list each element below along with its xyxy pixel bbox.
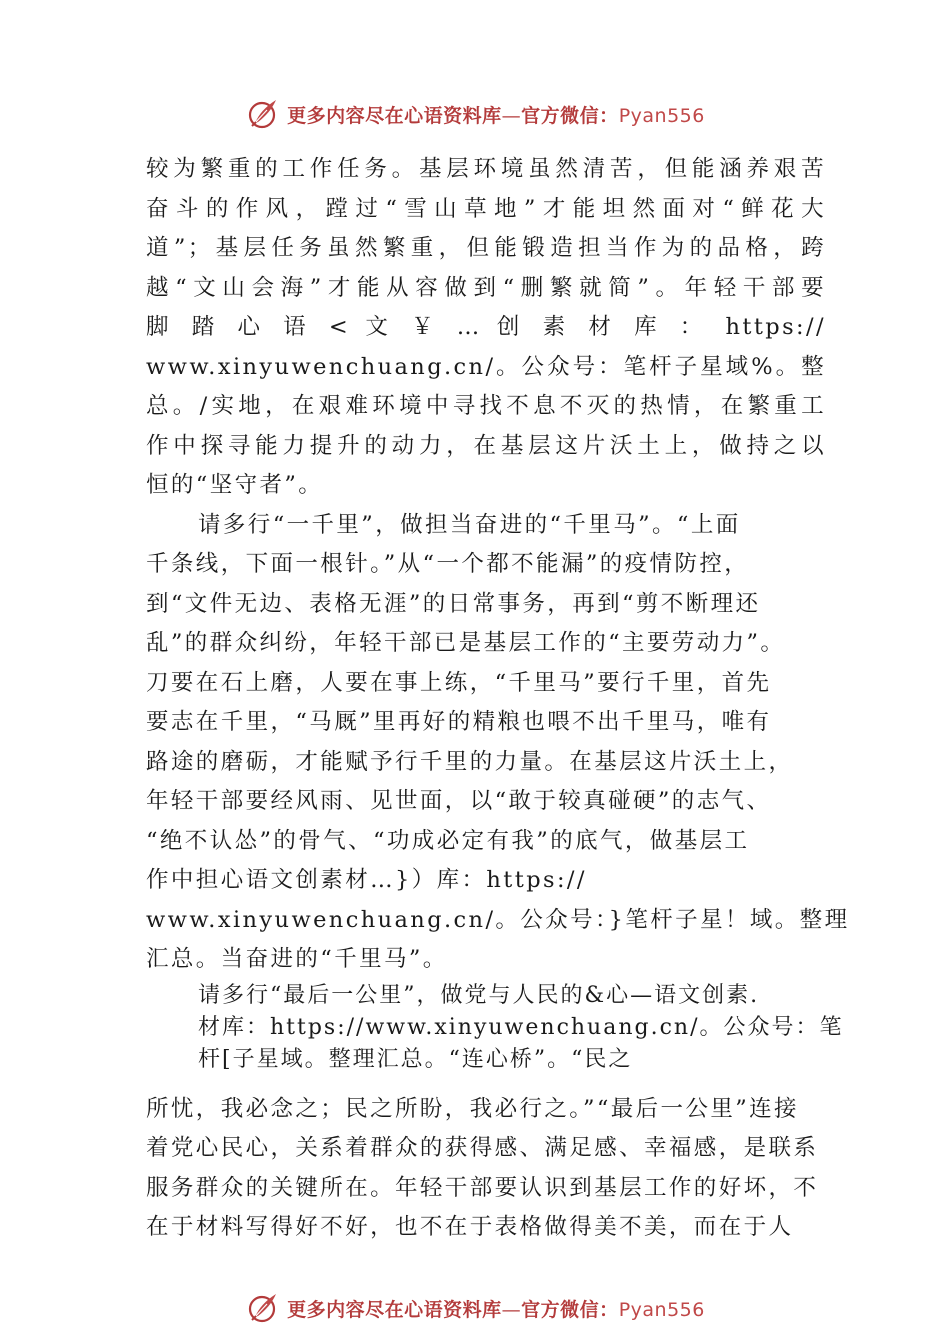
banner-wechat-label: 官方微信：: [521, 1298, 619, 1321]
text-line: 请多行“一千里”，做担当奋进的“千里马”。“上面: [198, 511, 741, 538]
text-line: 到“文件无边、表格无涯”的日常事务，再到“剪不断理还: [146, 590, 761, 617]
text-line: 年轻干部要经风雨、见世面，以“敢于较真碰硬”的志气、: [146, 788, 772, 814]
text-line: 要志在千里，“马厩”里再好的精粮也喂不出千里马，唯有: [146, 709, 772, 735]
footer-banner: [0, 1286, 950, 1330]
text-line: 杆[子星域。整理汇总。“连心桥”。“民之: [198, 1046, 633, 1072]
text-line: 所忧，我必念之；民之所盼，我必行之。”“最后一公里”连接: [146, 1095, 799, 1122]
text-line: 乱”的群众纠纷，年轻干部已是基层工作的“主要劳动力”。: [146, 630, 786, 656]
text-line: 总。/实地，在艰难环境中寻找不息不灭的热情，在繁重工: [146, 393, 826, 419]
document-body: [146, 150, 850, 1248]
text-line: 服务群众的关键所在。年轻干部要认识到基层工作的好坏，不: [146, 1174, 819, 1201]
banner-text: [287, 101, 705, 128]
text-line: 在于材料写得好不好，也不在于表格做得美不美，而在于人: [146, 1214, 794, 1240]
text-line: 作中担心语文创素材…}）库：https://: [146, 867, 587, 893]
text-line: 汇总。当奋进的“千里马”。: [146, 946, 448, 972]
text-line: 较为繁重的工作任务。基层环境虽然清苦，但能涵养艰苦: [146, 156, 826, 182]
text-line: 越“文山会海”才能从容做到“删繁就简”。年轻干部要: [146, 274, 826, 301]
text-line: 着党心民心，关系着群众的获得感、满足感、幸福感，是联系: [146, 1135, 819, 1161]
text-line: 路途的磨砺，才能赋予行千里的力量。在基层这片沃土上，: [146, 748, 794, 775]
banner-main-text: 更多内容尽在心语资料库: [287, 104, 502, 127]
text-line: www.xinyuwenchuang.cn/。公众号：}笔杆子星！域。整理: [146, 906, 850, 933]
indented-block: [146, 980, 844, 1076]
text-line: www.xinyuwenchuang.cn/。公众号：笔杆子星域%。整: [146, 353, 826, 380]
banner-text: [287, 1295, 705, 1322]
text-line: 千条线，下面一根针。”从“一个都不能漏”的疫情防控，: [146, 551, 750, 577]
text-line: 作中探寻能力提升的动力，在基层这片沃土上，做持之以: [146, 432, 826, 459]
paragraph-1: [146, 150, 826, 506]
text-line: 脚 踏 心 语 < 文 ￥ … 创 素 材 库 ： https://: [146, 314, 826, 340]
text-line: 请多行“最后一公里”，做党与人民的&心—语文创素.: [198, 982, 760, 1008]
text-line: 刀要在石上磨，人要在事上练，“千里马”要行千里，首先: [146, 669, 772, 696]
text-line: 材库：https://www.xinyuwenchuang.cn/。公众号：笔: [198, 1014, 844, 1040]
banner-wechat-id: Pyan556: [618, 1298, 705, 1321]
banner-wechat-label: 官方微信：: [521, 104, 619, 127]
header-banner: [0, 92, 950, 136]
text-line: 道”；基层任务虽然繁重，但能锻造担当作为的品格，跨: [146, 235, 826, 261]
banner-dash: —: [501, 104, 522, 127]
quill-logo-icon: [245, 1290, 281, 1326]
banner-main-text: 更多内容尽在心语资料库: [287, 1298, 502, 1321]
banner-dash: —: [501, 1298, 522, 1321]
text-line: “绝不认怂”的骨气、“功成必定有我”的底气，做基层工: [146, 827, 750, 854]
text-line: 奋斗的作风，蹚过“雪山草地”才能坦然面对“鲜花大: [146, 195, 826, 222]
quill-logo-icon: [245, 96, 281, 132]
paragraph-3: [146, 1090, 826, 1248]
paragraph-2: [146, 506, 850, 980]
banner-wechat-id: Pyan556: [618, 104, 705, 127]
text-line: 恒的“坚守者”。: [146, 472, 324, 498]
